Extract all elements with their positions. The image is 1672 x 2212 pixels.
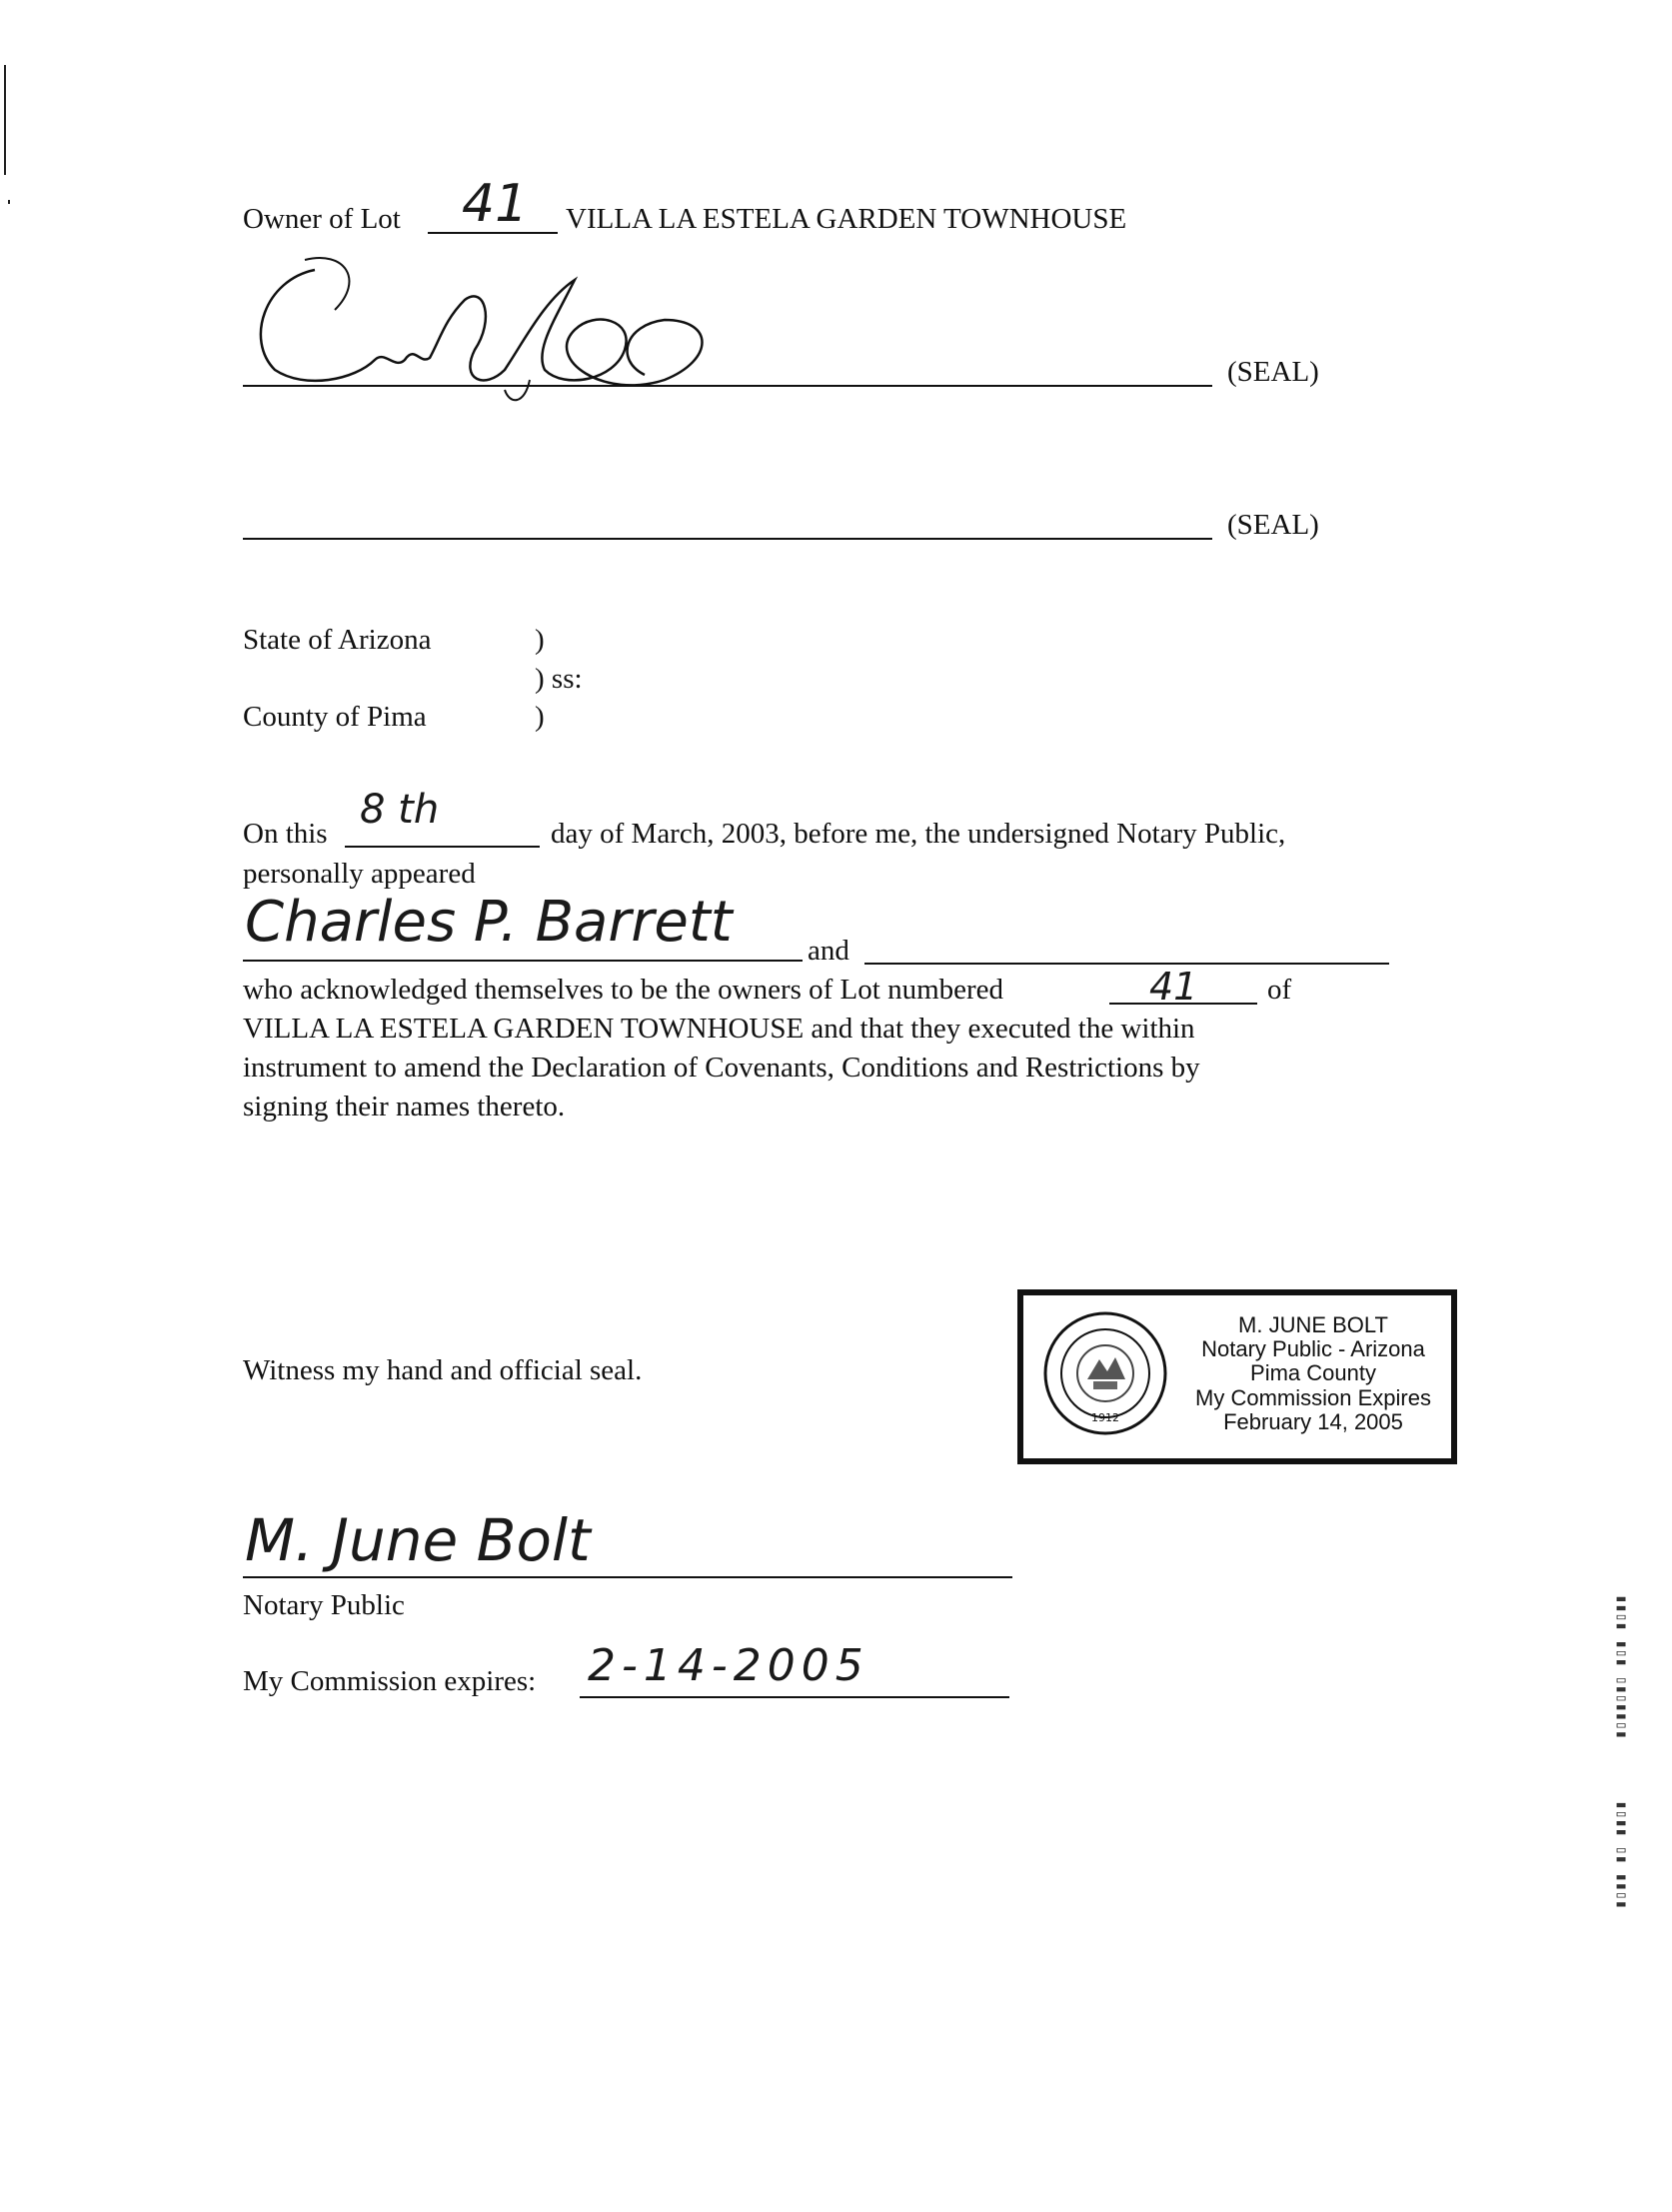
stamp-expires-label: My Commission Expires bbox=[1195, 1384, 1431, 1410]
venue-ss: ) ss: bbox=[535, 663, 583, 695]
stamp-county: Pima County bbox=[1250, 1360, 1376, 1386]
subdivision-name: VILLA LA ESTELA GARDEN TOWNHOUSE bbox=[566, 203, 1127, 235]
appearer-name-handwritten: Charles P. Barrett bbox=[245, 890, 733, 955]
ack-of: of bbox=[1267, 974, 1292, 1006]
arizona-state-seal bbox=[1041, 1309, 1169, 1437]
recording-margin-mark: ▮▯▮▮ ▮▯ ▮▮▯▮ bbox=[1611, 1800, 1629, 1909]
scan-edge-mark bbox=[4, 65, 6, 175]
venue-state: State of Arizona bbox=[243, 624, 432, 656]
stamp-expires-date: February 14, 2005 bbox=[1223, 1408, 1403, 1434]
venue-paren-1: ) bbox=[535, 624, 545, 656]
commission-expires-handwritten: 2-14-2005 bbox=[588, 1640, 869, 1691]
ack-line-2: VILLA LA ESTELA GARDEN TOWNHOUSE and that they executed the within bbox=[243, 1013, 1195, 1045]
and-label: and bbox=[808, 935, 849, 967]
owner-signature-line-2 bbox=[243, 538, 1212, 540]
ack-line-4: signing their names thereto. bbox=[243, 1091, 566, 1122]
stamp-notary-name: M. JUNE BOLT bbox=[1238, 1312, 1388, 1337]
scan-edge-dot bbox=[8, 200, 10, 204]
stamp-notary-title: Notary Public - Arizona bbox=[1201, 1336, 1425, 1362]
ack-line-1: who acknowledged themselves to be the owners of Lot numbered bbox=[243, 974, 1004, 1006]
on-this-label: On this bbox=[243, 818, 328, 850]
witness-statement: Witness my hand and official seal. bbox=[243, 1354, 643, 1386]
day-handwritten: 8 th bbox=[360, 787, 440, 833]
appearer-name-line bbox=[243, 960, 803, 962]
venue-paren-2: ) bbox=[535, 701, 545, 733]
commission-expires-label: My Commission expires: bbox=[243, 1665, 537, 1697]
recording-margin-mark: ▮▯▮▮▯▮▯ ▮▯▮ ▮▯▮▮ bbox=[1611, 1594, 1629, 1739]
day-blank bbox=[345, 846, 540, 848]
venue-county: County of Pima bbox=[243, 701, 427, 733]
notary-signature-line bbox=[243, 1576, 1012, 1578]
seal-label-1: (SEAL) bbox=[1227, 356, 1319, 388]
notary-stamp bbox=[1017, 1289, 1457, 1464]
ack-line-3: instrument to amend the Declaration of Covenants, Conditions and Restrictions by bbox=[243, 1052, 1200, 1084]
owner-signature-line-1 bbox=[243, 385, 1212, 387]
notary-public-label: Notary Public bbox=[243, 1589, 405, 1621]
seal-label-2: (SEAL) bbox=[1227, 509, 1319, 541]
owner-of-lot-label: Owner of Lot bbox=[243, 203, 401, 235]
day-text: day of March, 2003, before me, the undersigned Notary Public, bbox=[551, 818, 1286, 850]
commission-expires-line bbox=[580, 1696, 1009, 1698]
second-appearer-line bbox=[864, 963, 1389, 965]
personally-appeared: personally appeared bbox=[243, 858, 476, 890]
owner-lot-number-handwritten: 41 bbox=[462, 174, 529, 234]
svg-text:1912: 1912 bbox=[1091, 1411, 1119, 1424]
ack-lot-handwritten: 41 bbox=[1149, 965, 1198, 1009]
notary-signature: M. June Bolt bbox=[245, 1506, 591, 1574]
